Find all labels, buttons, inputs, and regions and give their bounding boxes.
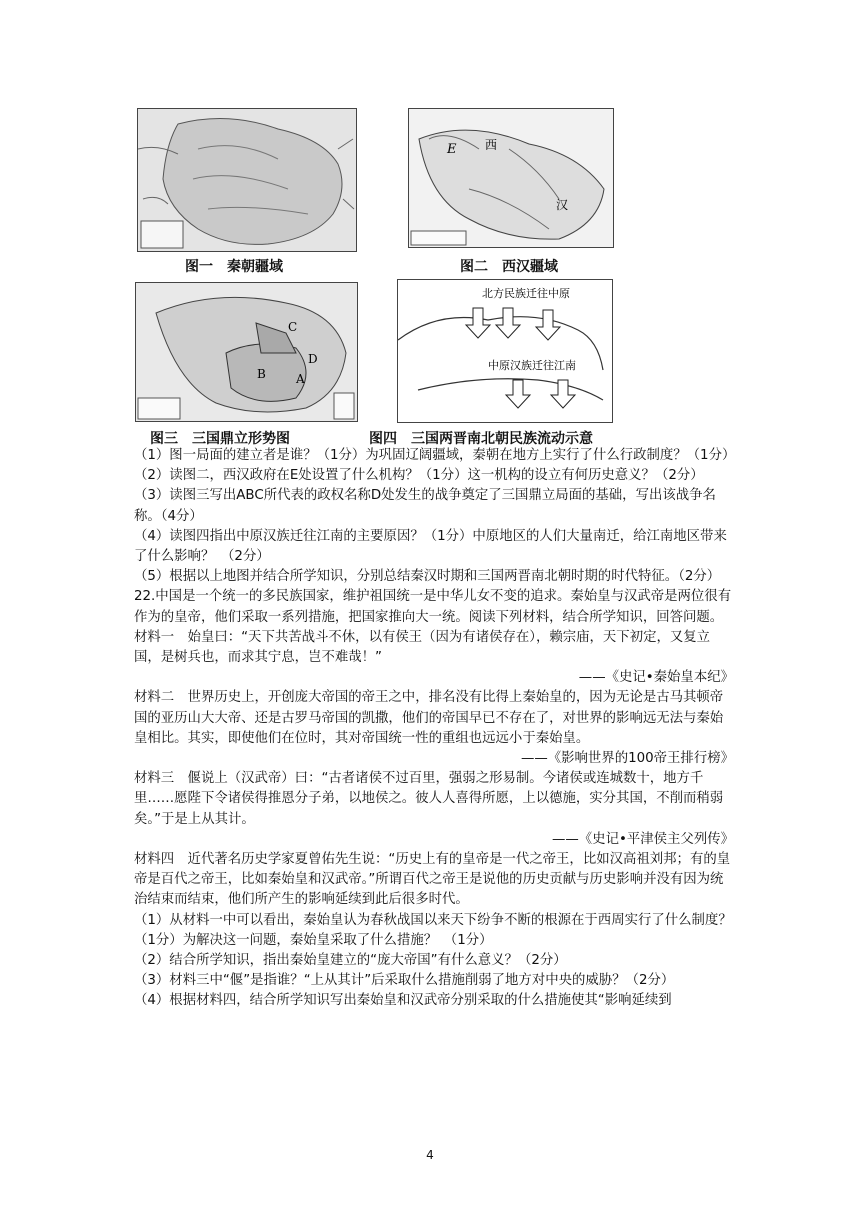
question-21-3: （3）读图三写出ABC所代表的政权名称D处发生的战争奠定了三国鼎立局面的基础，写出该战争名称。（4分） xyxy=(134,488,716,524)
map-migration-drawing xyxy=(398,280,612,422)
map-migration xyxy=(397,279,613,423)
caption-fig2: 图二 西汉疆域 xyxy=(460,259,558,275)
material-4: 材料四 近代著名历史学家夏曾佑先生说：“历史上有的皇帝是一代之帝王，比如汉高祖刘邦；有的皇帝是百代之帝王，比如秦始皇和汉武帝。”所谓百代之帝王是说他的历史贡献与历史影响并没有因为统治结束而结束，他们所产生的影响延续到此后很多时代。 xyxy=(134,852,731,908)
map-three-kingdoms xyxy=(135,282,358,422)
material-2: 材料二 世界历史上，开创庞大帝国的帝王之中，排名没有比得上秦始皇的，因为无论是古马其顿帝国的亚历山大大帝、还是古罗马帝国的凯撒，他们的帝国早已不存在了，对世界的影响远无法与秦始皇相比。其实，即使他们在位时，其对帝国统一性的重组也远远小于秦始皇。 xyxy=(134,690,724,746)
caption-fig4: 图四 三国两晋南北朝民族流动示意 xyxy=(369,431,593,447)
question-21-5: （5）根据以上地图并结合所学知识，分别总结秦汉时期和三国两晋南北朝时期的时代特征。（2分） xyxy=(134,569,721,585)
map-qin-territory xyxy=(137,108,357,252)
caption-fig3: 图三 三国鼎立形势图 xyxy=(150,431,290,447)
map-label-north-migration: 北方民族迁往中原 xyxy=(482,287,570,300)
question-22-2: （2）结合所学知识，指出秦始皇建立的“庞大帝国”有什么意义？（2分） xyxy=(134,953,567,969)
map-western-han xyxy=(408,108,614,248)
question-21-1: （1）图一局面的建立者是谁？（1分）为巩固辽阔疆域，秦朝在地方上实行了什么行政制度？（1分） xyxy=(134,448,736,463)
document-body xyxy=(134,446,734,1012)
material-3-source: ——《史记•平津侯主父列传》 xyxy=(552,831,734,847)
question-22-3: （3）材料三中“偃”是指谁？“上从其计”后采取什么措施削弱了地方对中央的威胁？（2分） xyxy=(134,973,675,989)
map-label-c: C xyxy=(288,320,298,334)
question-22-4: （4）根据材料四，结合所学知识写出秦始皇和汉武帝分别采取的什么措施使其“影响延续到 xyxy=(134,993,672,1009)
map-three-kingdoms-drawing xyxy=(136,283,357,421)
page-number: 4 xyxy=(426,1148,434,1162)
material-3: 材料三 偃说上（汉武帝）曰：“古者诸侯不过百里，强弱之形易制。今诸侯或连城数十，地方千里……愿陛下令诸侯得推恩分子弟，以地侯之。彼人人喜得所愿，上以德施，实分其国，不削而稍弱矣。”于是上从其计。 xyxy=(134,771,724,827)
map-label-a: A xyxy=(296,372,305,386)
material-1: 材料一 始皇曰：“天下共苦战斗不休，以有侯王（因为有诸侯存在），赖宗庙，天下初定，又复立国，是树兵也，而求其宁息，岂不难哉！” xyxy=(134,629,711,666)
question-22-1: （1）从材料一中可以看出，秦始皇认为春秋战国以来天下纷争不断的根源在于西周实行了什么制度？（1分）为解决这一问题，秦始皇采取了什么措施？ （1分） xyxy=(134,912,732,948)
question-21-4: （4）读图四指出中原汉族迁往江南的主要原因？（1分）中原地区的人们大量南迁，给江南地区带来了什么影响？ （2分） xyxy=(134,528,727,565)
map-western-han-drawing xyxy=(409,109,613,247)
caption-fig1: 图一 秦朝疆域 xyxy=(185,259,283,275)
map-label-south-migration: 中原汉族迁往江南 xyxy=(488,359,576,372)
map-label-han: 汉 xyxy=(556,198,569,212)
question-22-intro: 22.中国是一个统一的多民族国家，维护祖国统一是中华儿女不变的追求。秦始皇与汉武帝是两位很有作为的皇帝，他们采取一系列措施，把国家推向大一统。阅读下列材料，结合所学知识，回答问题。 xyxy=(134,589,732,625)
map-label-d: D xyxy=(308,352,318,366)
map-label-b: B xyxy=(257,367,266,381)
material-1-source: ——《史记•秦始皇本纪》 xyxy=(578,670,734,686)
material-2-source: ——《影响世界的100帝王排行榜》 xyxy=(520,751,734,767)
map-qin-drawing xyxy=(138,109,356,251)
question-21-2: （2）读图二，西汉政府在E处设置了什么机构？（1分）这一机构的设立有何历史意义？（2分） xyxy=(134,468,704,484)
map-label-xi: 西 xyxy=(485,138,498,152)
map-label-e: E xyxy=(447,142,457,157)
